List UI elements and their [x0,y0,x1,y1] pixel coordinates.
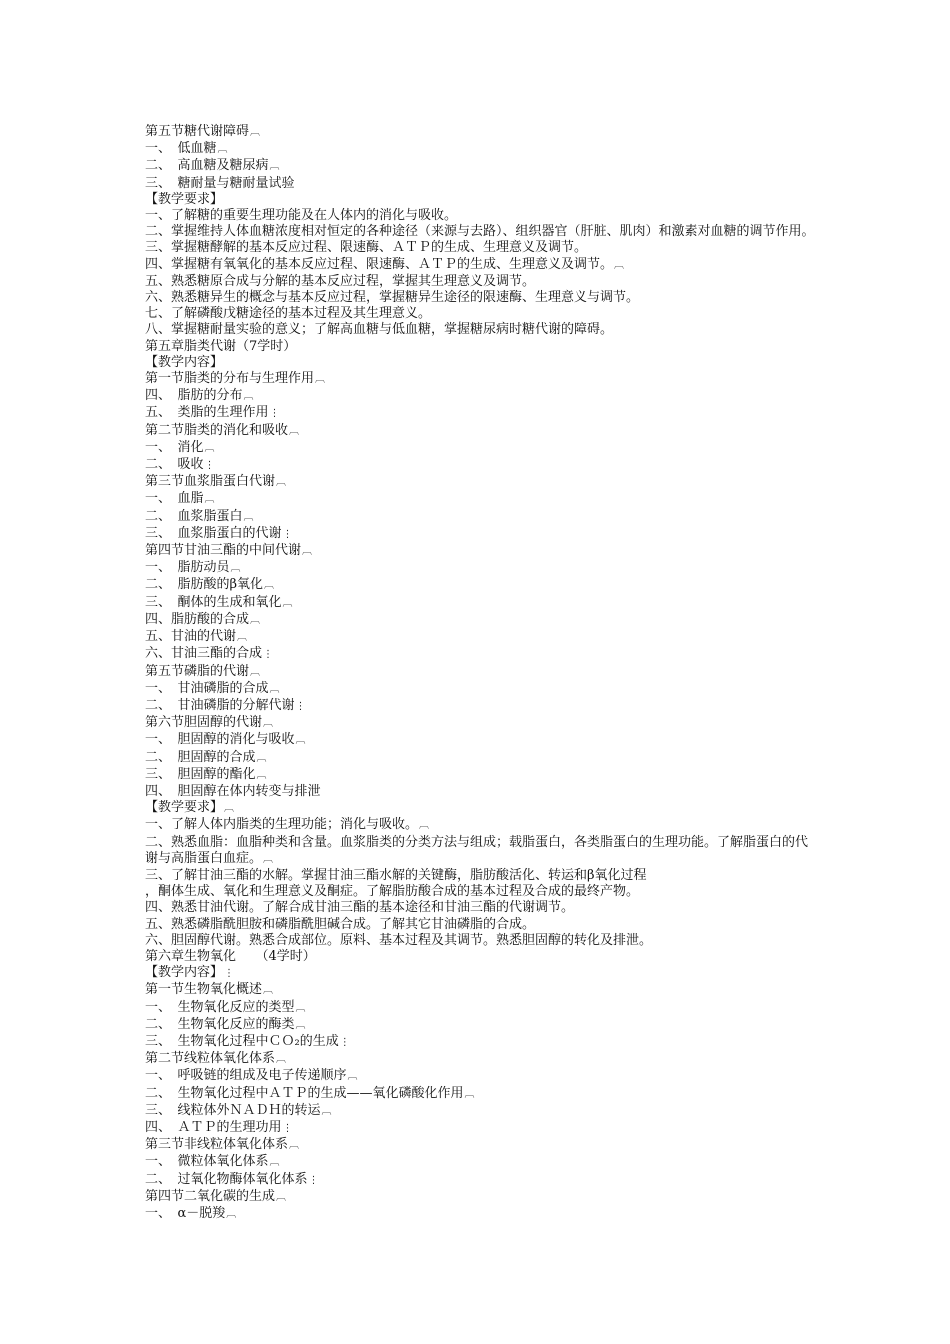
text-line [145,1172,815,1189]
line-text: 二、 甘油磷脂的分解代谢 [145,697,295,713]
text-line [145,274,815,290]
paragraph-mark-icon: ⋮ [204,460,215,472]
line-text: 【教学内容】 [145,354,224,370]
text-line [145,224,815,240]
line-text: 三、 血浆脂蛋白的代谢 [145,525,282,541]
line-text: 第五章脂类代谢（7学时） [145,338,297,354]
line-text: 三、 线粒体外ＮＡＤＨ的转运 [145,1102,321,1118]
line-text: 一、 呼吸链的组成及电子传递顺序 [145,1068,347,1084]
text-line [145,595,815,612]
text-line [145,767,815,784]
text-line [145,1086,815,1103]
text-line [145,1137,815,1154]
line-text: 二、 吸收 [145,457,204,473]
line-text: 八、掌握糖耐量实验的意义；了解高血糖与低血糖，掌握糖尿病时糖代谢的障碍。 [145,322,614,338]
text-line [145,784,815,800]
paragraph-mark-icon: ︹ [264,580,275,592]
paragraph-mark-icon: ︹ [614,259,625,271]
paragraph-mark-icon: ︹ [243,391,254,403]
paragraph-mark-icon: ︹ [282,597,293,609]
line-text: 三、 生物氧化过程中ＣＯ₂的生成 [145,1033,339,1049]
paragraph-mark-icon: ︹ [321,1105,332,1117]
line-text: 第五节磷脂的代谢 [145,663,250,679]
text-line [145,800,815,817]
paragraph-mark-icon: ︹ [295,1019,306,1031]
line-text: 第五节糖代谢障碍 [145,124,250,139]
line-text: 二、 生物氧化反应的酶类 [145,1016,295,1032]
paragraph-mark-icon: ︹ [224,803,235,815]
text-line [145,1034,815,1051]
text-line [145,526,815,543]
paragraph-mark-icon: ︹ [250,666,261,678]
paragraph-mark-icon: ⋮ [263,649,274,661]
paragraph-mark-icon: ︹ [276,477,287,489]
paragraph-mark-icon: ⋮ [282,1122,293,1134]
text-line [145,322,815,338]
paragraph-mark-icon: ⋮ [308,1174,319,1186]
text-line [145,257,815,274]
text-line [145,192,815,208]
line-text: 四、 ＡＴＰ的生理功用 [145,1119,282,1135]
text-line [145,290,815,306]
line-text: 第一节生物氧化概述 [145,982,263,998]
paragraph-mark-icon: ︹ [302,546,313,558]
text-line [145,405,815,422]
text-line [145,982,815,999]
paragraph-mark-icon: ︹ [204,494,215,506]
line-text: 一、 消化 [145,439,204,455]
text-line [145,629,815,646]
text-line [145,1120,815,1137]
line-text: 第二节线粒体氧化体系 [145,1051,276,1067]
line-text: 二、 胆固醇的合成 [145,749,256,765]
paragraph-mark-icon: ︹ [204,442,215,454]
text-line [145,612,815,629]
text-line [145,240,815,256]
line-text: 七、了解磷酸戊糖途径的基本过程及其生理意义。 [145,306,432,322]
line-text: 第一节脂类的分布与生理作用 [145,371,315,387]
text-line [145,491,815,508]
line-text: 第二节脂类的消化和吸收 [145,422,289,438]
line-text: 五、甘油的代谢 [145,629,237,645]
line-text: 一、 血脂 [145,491,204,507]
paragraph-mark-icon: ︹ [263,985,274,997]
text-line [145,732,815,749]
line-text: 二、 生物氧化过程中ＡＴＰ的生成——氧化磷酸化作用 [145,1085,464,1101]
paragraph-mark-icon: ⋮ [282,528,293,540]
line-text: 二、 脂肪酸的β氧化 [145,577,264,593]
text-line [145,933,815,949]
text-line [145,560,815,577]
text-line [145,457,815,474]
paragraph-mark-icon: ︹ [243,511,254,523]
line-text: 六、熟悉糖异生的概念与基本反应过程，掌握糖异生途径的限速酶、生理意义与调节。 [145,290,640,306]
text-line [145,698,815,715]
text-line [145,306,815,322]
text-line [145,158,815,175]
text-line [145,176,815,192]
line-text: 一、 甘油磷脂的合成 [145,680,269,696]
line-text: 二、 血浆脂蛋白 [145,508,243,524]
paragraph-mark-icon: ︹ [269,683,280,695]
paragraph-mark-icon: ︹ [347,1071,358,1083]
line-text: 三、 胆固醇的酯化 [145,766,256,782]
text-line [145,1051,815,1068]
line-text: 一、 脂肪动员 [145,560,230,576]
paragraph-mark-icon: ︹ [250,614,261,626]
text-line [145,1017,815,1034]
paragraph-mark-icon: ︹ [263,718,274,730]
paragraph-mark-icon: ︹ [256,752,267,764]
line-text: 【教学内容】 [145,965,224,981]
paragraph-mark-icon: ︹ [276,1191,287,1203]
line-text: 二、掌握维持人体血糖浓度相对恒定的各种途径（来源与去路）、组织器官（肝脏、肌肉）和激素对血糖的调节作用。 [145,224,815,240]
line-text: 第六节胆固醇的代谢 [145,715,263,731]
paragraph-mark-icon: ︹ [237,632,248,644]
line-text: ，酮体生成、氧化和生理意义及酮症。了解脂肪酸合成的基本过程及合成的最终产物。 [145,884,640,900]
line-text: 三、 酮体的生成和氧化 [145,594,282,610]
paragraph-mark-icon: ︹ [230,563,241,575]
line-text: 二、熟悉血脂：血脂种类和含量。血浆脂类的分类方法与组成；载脂蛋白，各类脂蛋白的生理功能。了解脂蛋白的代谢与高脂蛋白血症。 [145,834,809,866]
paragraph-mark-icon: ︹ [289,425,300,437]
line-text: 五、熟悉磷脂酰胆胺和磷脂酰胆碱合成。了解其它甘油磷脂的合成。 [145,916,536,932]
text-line [145,355,815,371]
text-line [145,900,815,916]
paragraph-mark-icon: ⋮ [224,968,235,980]
line-text: 二、 过氧化物酶体氧化体系 [145,1171,308,1187]
text-line [145,817,815,834]
paragraph-mark-icon: ︹ [464,1088,475,1100]
line-text: 【教学要求】 [145,191,224,207]
text-line [145,835,815,868]
document-body [145,124,815,1223]
paragraph-mark-icon: ︹ [269,1157,280,1169]
text-line [145,1189,815,1206]
text-line [145,371,815,388]
text-line [145,423,815,440]
text-line [145,1154,815,1171]
paragraph-mark-icon: ︹ [289,1140,300,1152]
paragraph-mark-icon: ⋮ [295,700,306,712]
line-text: 四、掌握糖有氧氧化的基本反应过程、限速酶、ＡＴＰ的生成、生理意义及调节。 [145,256,614,272]
line-text: 四、熟悉甘油代谢。了解合成甘油三酯的基本途径和甘油三酯的代谢调节。 [145,900,575,916]
text-line [145,1206,815,1223]
line-text: 四、 脂肪的分布 [145,388,243,404]
line-text: 二、 高血糖及糖尿病 [145,158,269,174]
text-line [145,124,815,141]
text-line [145,509,815,526]
text-line [145,339,815,355]
text-line [145,543,815,560]
text-line [145,474,815,491]
text-line [145,141,815,158]
text-line [145,750,815,767]
paragraph-mark-icon: ⋮ [269,408,280,420]
line-text: 三、 糖耐量与糖耐量试验 [145,175,295,191]
paragraph-mark-icon: ︹ [269,161,280,173]
line-text: 三、掌握糖酵解的基本反应过程、限速酶、ＡＴＰ的生成、生理意义及调节。 [145,240,588,256]
text-line [145,388,815,405]
text-line [145,681,815,698]
line-text: 一、 α－脱羧 [145,1206,226,1221]
text-line [145,577,815,594]
text-line [145,868,815,884]
text-line [145,715,815,732]
line-text: 六、甘油三酯的合成 [145,646,263,662]
paragraph-mark-icon: ︹ [263,853,274,865]
line-text: 一、 低血糖 [145,141,217,157]
text-line [145,1068,815,1085]
line-text: 第四节二氧化碳的生成 [145,1188,276,1204]
paragraph-mark-icon: ︹ [295,735,306,747]
line-text: 三、了解甘油三酯的水解。掌握甘油三酯水解的关键酶，脂肪酸活化、转运和β氧化过程 [145,867,647,883]
paragraph-mark-icon: ︹ [256,769,267,781]
text-line [145,1103,815,1120]
text-line [145,949,815,965]
line-text: 第三节非线粒体氧化体系 [145,1137,289,1153]
text-line [145,208,815,224]
text-line [145,664,815,681]
text-line [145,884,815,900]
paragraph-mark-icon: ︹ [315,374,326,386]
line-text: 【教学要求】 [145,800,224,816]
line-text: 四、脂肪酸的合成 [145,611,250,627]
paragraph-mark-icon: ︹ [295,1002,306,1014]
line-text: 五、熟悉糖原合成与分解的基本反应过程，掌握其生理意义及调节。 [145,273,536,289]
text-line [145,440,815,457]
paragraph-mark-icon: ⋮ [339,1036,350,1048]
line-text: 一、了解人体内脂类的生理功能；消化与吸收。 [145,817,419,833]
text-line [145,646,815,663]
line-text: 六、胆固醇代谢。熟悉合成部位。原料、基本过程及其调节。熟悉胆固醇的转化及排泄。 [145,932,653,948]
paragraph-mark-icon: ︹ [276,1054,287,1066]
paragraph-mark-icon: ︹ [217,144,228,156]
text-line [145,1000,815,1017]
text-line [145,917,815,933]
line-text: 一、 微粒体氧化体系 [145,1154,269,1170]
line-text: 一、 生物氧化反应的类型 [145,999,295,1015]
paragraph-mark-icon: ︹ [250,127,261,138]
paragraph-mark-icon: ︹ [226,1209,237,1220]
line-text: 五、 类脂的生理作用 [145,405,269,421]
line-text: 第六章生物氧化 （4学时） [145,948,316,964]
line-text: 第三节血浆脂蛋白代谢 [145,474,276,490]
line-text: 一、 胆固醇的消化与吸收 [145,732,295,748]
text-line [145,965,815,982]
paragraph-mark-icon: ︹ [419,820,430,832]
line-text: 四、 胆固醇在体内转变与排泄 [145,783,321,799]
line-text: 第四节甘油三酯的中间代谢 [145,543,302,559]
line-text: 一、了解糖的重要生理功能及在人体内的消化与吸收。 [145,208,458,224]
